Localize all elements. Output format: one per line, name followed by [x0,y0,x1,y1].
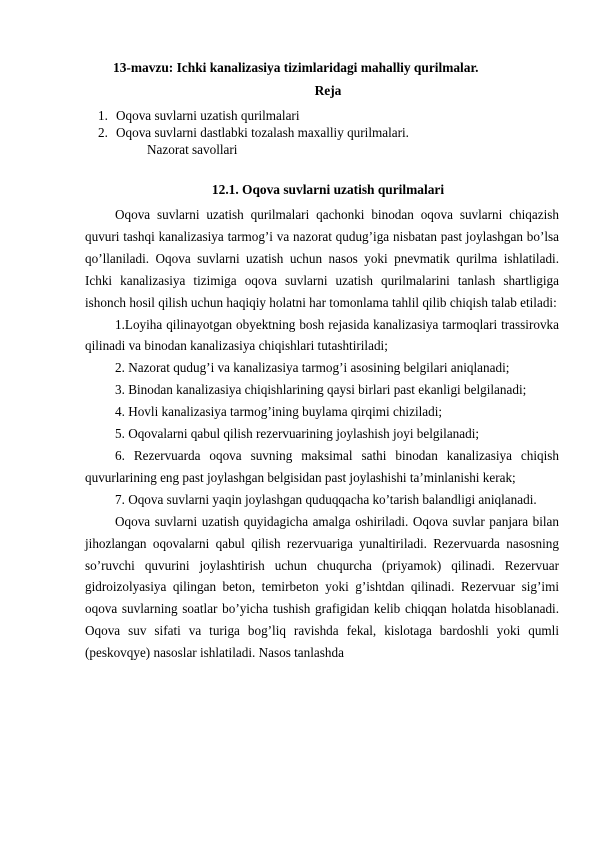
paragraph: 6. Rezervuarda oqova suvning maksimal sathi binodan kanalizasiya chiqish quvurlarining eng past joylashgan belgisidan past joylashishi ta’minlanishi kerak; [85,447,559,485]
plan-item-text: Oqova suvlarni dastlabki tozalash maxalliy qurilmalari. [116,125,409,140]
section-heading: 12.1. Oqova suvlarni uzatish qurilmalari [211,182,445,197]
paragraph: 4. Hovli kanalizasiya tarmog’ining buylama qirqimi chiziladi; [115,404,443,420]
plan-item-text: Oqova suvlarni uzatish qurilmalari [116,108,300,123]
paragraph: Oqova suvlarni uzatish qurilmalari qachonki binodan oqova suvlarni chiqazish quvuri tashqi kanalizasiya tarmog’i va nazorat qudug’iga nisbatan past joylashgan bo’lsa qo’llaniladi. Oqova suvlarni uzatish uchun nasos yoki pnevmatik qurilma ishlatiladi. Ichki kanalizasiya tizimiga oqova suvlarni uzatish qurilmalarini tanlash shartligiga ishonch hosil qilish uchun haqiqiy holatni har tomonlama tahlil qilib chiqish talab etiladi: [85,207,559,310]
paragraph: 3. Binodan kanalizasiya chiqishlarining qaysi birlari past ekanligi belgilanadi; [115,382,527,398]
topic-title: 13-mavzu: Ichki kanalizasiya tizimlaridagi mahalliy qurilmalar. [113,60,479,75]
paragraph: Oqova suvlarni uzatish quyidagicha amalga oshiriladi. Oqova suvlar panjara bilan jihozlangan oqovalarni qabul qilish rezervuariga yunaltiriladi. Rezervuarda nasosning so’ruvchi quvurini joylashtirish uchun chuqurcha (priyamok) qilinadi. Rezervuar gidroizolyasiya qilingan beton, temirbeton yoki g’ishtdan qilinadi. Rezervuar sig’imi oqova suvlarning soatlar bo’yicha tushish grafigidan kelib chiqqan holatda hisoblanadi. Oqova suv sifati va turiga bog’liq ravishda fekal, kislotaga bardoshli yoki qumli (peskovqye) nasoslar ishlatiladi. Nasos tanlashda [85,513,559,661]
plan-heading: Reja [314,83,342,98]
plan-item [98,107,409,124]
plan-list [98,107,409,158]
paragraph: 2. Nazorat qudug’i va kanalizasiya tarmog’i asosining belgilari aniqlanadi; [115,360,510,376]
plan-item-number: 1. [98,108,108,123]
paragraph: 5. Oqovalarni qabul qilish rezervuarining joylashish joyi belgilanadi; [115,426,480,442]
plan-item [98,124,409,141]
plan-extra: Nazorat savollari [147,142,238,157]
body-text [85,204,559,664]
paragraph: 7. Oqova suvlarni yaqin joylashgan quduqqacha ko’tarish balandligi aniqlanadi. [115,491,537,507]
paragraph: 1.Loyiha qilinayotgan obyektning bosh rejasida kanalizasiya tarmoqlari trassirovka qilinadi va binodan kanalizasiya chiqishlari tutashtiriladi; [85,316,559,354]
plan-item-number: 2. [98,125,108,140]
